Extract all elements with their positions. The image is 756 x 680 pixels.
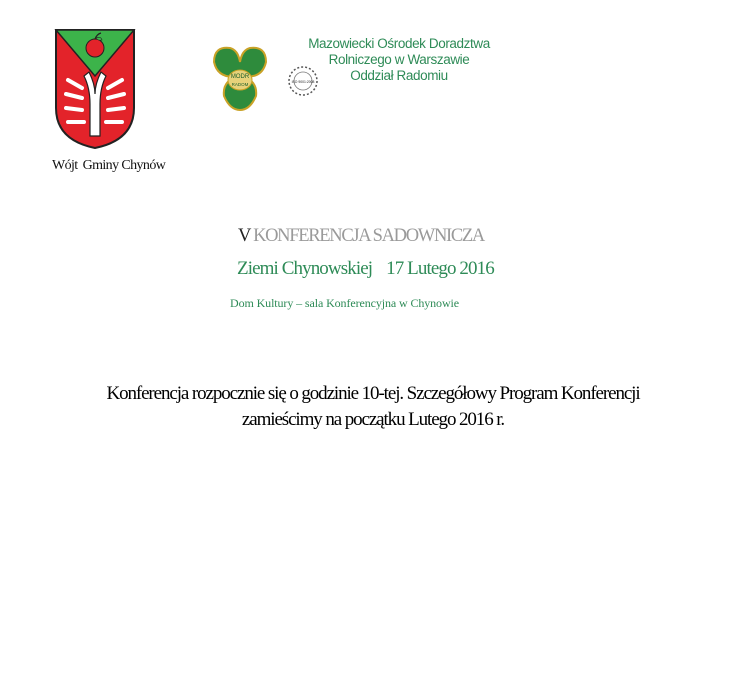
modr-clover-logo-icon xyxy=(208,40,272,112)
announcement-line-2: zamieścimy na początku Lutego 2016 r. xyxy=(241,409,505,430)
iso-text: ISO 9001:2008 xyxy=(291,80,315,84)
conference-region: Ziemi Chynowskiej xyxy=(237,258,373,279)
modr-logo-text-bottom: RADOM xyxy=(231,82,249,87)
coat-of-arms-icon xyxy=(54,28,136,150)
announcement-line-1: Konferencja rozpocznie się o godzinie 10-tej. Szczegółowy Program Konferencji xyxy=(106,383,640,404)
modr-logo-text-top: MODR xyxy=(230,74,250,80)
conference-date: 17 Lutego 2016 xyxy=(386,258,494,279)
caption-title: Wójt xyxy=(52,158,78,173)
announcement-text xyxy=(30,381,716,433)
coat-of-arms-caption xyxy=(52,158,165,174)
conference-venue: Dom Kultury – sala Konferencyjna w Chynowie xyxy=(230,296,459,310)
org-name-line-1: Mazowiecki Ośrodek Doradztwa xyxy=(308,36,490,51)
conference-edition: V xyxy=(238,226,251,246)
caption-commune: Gminy Chynów xyxy=(82,158,166,173)
org-name-line-2: Rolniczego w Warszawie xyxy=(328,52,470,67)
organization-name xyxy=(291,36,504,84)
conference-title xyxy=(238,226,484,247)
conference-name: KONFERENCJA SADOWNICZA xyxy=(253,226,484,246)
org-name-line-3: Oddział Radomiu xyxy=(350,68,448,83)
conference-subtitle xyxy=(237,258,494,280)
